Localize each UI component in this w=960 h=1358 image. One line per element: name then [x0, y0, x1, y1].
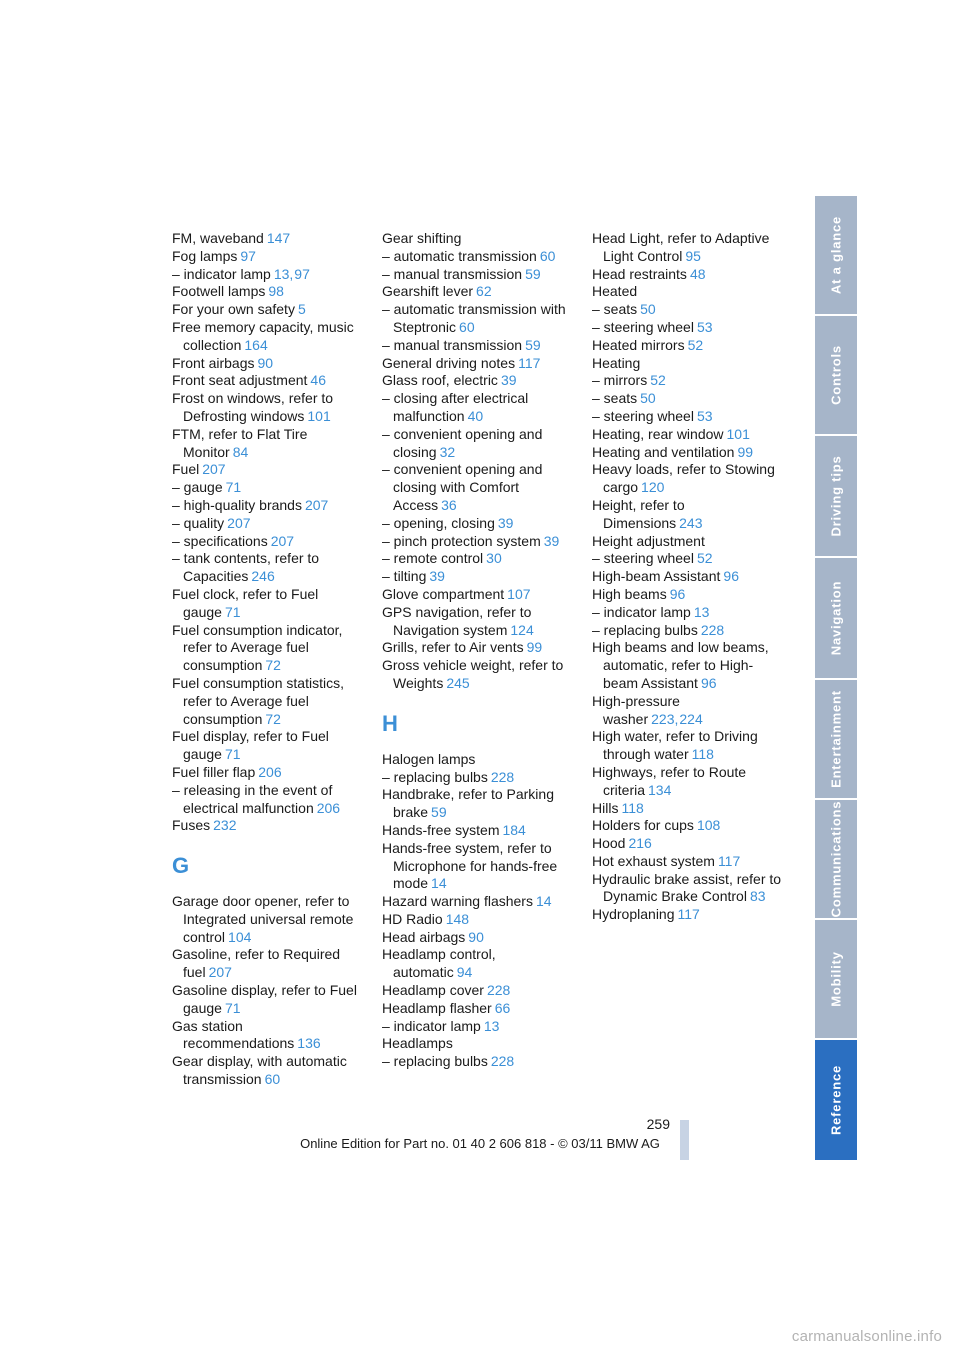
page-reference-link[interactable]: 207 [202, 461, 226, 478]
index-entry-text: – automatic transmission with Steptronic [382, 301, 566, 335]
index-entry [592, 230, 782, 266]
index-entry [172, 622, 362, 675]
page-reference-link[interactable]: 118 [691, 746, 714, 763]
index-entry-text: Hydraulic brake assist, refer to Dynamic Brake Control [592, 870, 782, 905]
index-entry [592, 533, 782, 551]
index-entry-text: – replacing bulbs [382, 768, 488, 785]
section-tab-navigation[interactable] [815, 558, 857, 678]
index-entry-text: Garage door opener, refer to Integrated universal remote control [172, 893, 354, 945]
index-entry-text: – replacing bulbs [592, 621, 698, 638]
index-entry-text: Glass roof, electric [382, 372, 498, 389]
index-entry [382, 515, 572, 533]
page-reference-link[interactable]: 117 [677, 906, 700, 923]
index-entry-text: – opening, closing [382, 514, 495, 531]
index-entry-text: – steering wheel [592, 407, 694, 424]
index-entry-text: Front seat adjustment [172, 372, 308, 389]
index-entry [172, 728, 362, 764]
page-reference-link[interactable]: 134 [648, 781, 672, 798]
index-entry-text: – closing after electrical malfunction [382, 390, 529, 424]
index-entry-text: High-beam Assistant [592, 568, 721, 585]
page-reference-link[interactable]: 101 [307, 407, 331, 424]
page-reference-link[interactable]: 72 [265, 657, 281, 674]
index-entry-text: – steering wheel [592, 318, 694, 335]
index-entry-text: Hydroplaning [592, 906, 675, 923]
page-reference-link[interactable]: 224 [679, 710, 703, 727]
page-reference-link[interactable]: 207 [208, 964, 232, 981]
index-entry-text: Heavy loads, refer to Stowing cargo [592, 461, 775, 496]
index-entry-text: – remote control [382, 550, 484, 567]
index-entry [592, 728, 782, 764]
index-entry-text: Head Light, refer to Adaptive Light Control [592, 230, 770, 264]
index-entry [382, 426, 572, 462]
index-entry-text: Hills [592, 799, 619, 816]
index-entry-text: General driving notes [382, 354, 516, 371]
index-entry [592, 586, 782, 604]
section-tab-driving-tips[interactable] [815, 436, 857, 556]
index-entry [592, 639, 782, 692]
section-tab-label: Reference [828, 1064, 844, 1136]
index-entry-text: – manual transmission [382, 265, 523, 282]
index-entry [172, 515, 362, 533]
page-separator: , [674, 710, 679, 727]
page-reference-link[interactable]: 216 [628, 835, 652, 852]
index-entry-text: Heating, rear window [592, 425, 724, 442]
index-entry [172, 355, 362, 373]
index-entry [382, 568, 572, 586]
page-reference-link[interactable]: 60 [264, 1071, 281, 1088]
index-entry [592, 408, 782, 426]
index-entry [172, 675, 362, 728]
index-entry [172, 1018, 362, 1054]
index-entry-text: – tank contents, refer to Capacities [172, 550, 320, 585]
index-entry-text: Glove compartment [382, 585, 505, 602]
index-entry [172, 319, 362, 355]
page-reference-link[interactable]: 50 [640, 301, 656, 318]
index-entry-text: – tilting [382, 568, 427, 585]
index-entry [382, 822, 572, 840]
index-entry [382, 1035, 572, 1053]
page-reference-link[interactable]: 207 [304, 496, 329, 513]
page-reference-link[interactable]: 66 [494, 999, 511, 1016]
index-entry-text: Gross vehicle weight, refer to Weights [382, 657, 564, 691]
page-reference-link[interactable]: 71 [224, 603, 241, 620]
index-entry [172, 479, 362, 497]
index-entry-text: Height adjustment [592, 532, 705, 549]
page-reference-link[interactable]: 228 [490, 1053, 515, 1070]
page-reference-link[interactable]: 14 [535, 893, 552, 910]
index-entry [382, 893, 572, 911]
index-entry [172, 550, 362, 586]
page-reference-link[interactable]: 124 [510, 621, 534, 638]
page-reference-link[interactable]: 120 [641, 479, 665, 496]
index-entry [172, 426, 362, 462]
index-entry [592, 622, 782, 640]
page-reference-link[interactable]: 71 [225, 479, 242, 496]
index-entry [592, 871, 782, 907]
index-entry [382, 372, 572, 390]
index-entry [592, 283, 782, 301]
index-entry-text: Hood [592, 835, 626, 852]
index-entry-text: – steering wheel [592, 550, 694, 567]
page-reference-link[interactable]: 90 [468, 928, 484, 945]
index-entry [592, 800, 782, 818]
index-entry-text: Footwell lamps [172, 283, 266, 300]
index-entry-text: Hot exhaust system [592, 852, 715, 869]
index-entry [382, 639, 572, 657]
index-entry-text: – automatic transmission [382, 247, 537, 264]
index-entry [382, 911, 572, 929]
page-reference-link[interactable]: 245 [446, 674, 470, 691]
index-entry [592, 693, 782, 729]
page-reference-link[interactable]: 228 [490, 768, 515, 785]
page-reference-link[interactable]: 83 [749, 888, 766, 905]
index-entry [592, 319, 782, 337]
index-entry-text: FTM, refer to Flat Tire Monitor [172, 425, 308, 460]
index-entry-text: – indicator lamp [172, 265, 271, 282]
index-entry-text: – mirrors [592, 372, 648, 389]
page-reference-link[interactable]: 246 [251, 568, 275, 585]
page-reference-link[interactable]: 71 [224, 999, 241, 1016]
index-entry [592, 266, 782, 284]
index-entry [172, 301, 362, 319]
section-tab-entertainment[interactable] [815, 680, 857, 798]
section-tab-label: Controls [828, 345, 844, 405]
index-entry-text: Headlamp flasher [382, 999, 492, 1016]
index-entry [592, 372, 782, 390]
page-reference-link[interactable]: 39 [429, 568, 445, 585]
index-entry [592, 817, 782, 835]
page-reference-link[interactable]: 53 [696, 407, 713, 424]
index-entry-text: – high-quality brands [172, 496, 302, 513]
index-entry [382, 355, 572, 373]
index-entry [592, 835, 782, 853]
index-entry [592, 906, 782, 924]
index-entry [172, 230, 362, 248]
index-entry [172, 497, 362, 515]
index-entry [382, 840, 572, 893]
index-entry [382, 751, 572, 769]
index-entry [172, 248, 362, 266]
index-entry-text: High beams [592, 585, 667, 602]
index-entry [172, 946, 362, 982]
page-reference-link[interactable]: 207 [270, 532, 295, 549]
page-reference-link[interactable]: 148 [445, 910, 470, 927]
page-reference-link[interactable]: 94 [456, 964, 473, 981]
index-entry [382, 929, 572, 947]
index-entry [172, 266, 362, 284]
index-entry [172, 782, 362, 818]
index-entry-text: Fuses [172, 817, 211, 834]
page-reference-link[interactable]: 101 [726, 425, 750, 442]
page-reference-link[interactable]: 97 [294, 265, 310, 282]
page-reference-link[interactable]: 107 [507, 585, 531, 602]
index-entry [592, 426, 782, 444]
index-entry-text: – indicator lamp [382, 1017, 481, 1034]
index-entry [592, 461, 782, 497]
index-entry-text: Fuel consumption indicator, refer to Average fuel consumption [172, 621, 343, 674]
index-entry-text: For your own safety [172, 301, 295, 318]
page-reference-link[interactable]: 32 [439, 443, 456, 460]
index-entry-text: Fuel [172, 461, 200, 478]
page-reference-link[interactable]: 228 [486, 982, 511, 999]
page-reference-link[interactable]: 39 [497, 514, 514, 531]
section-tab-label: At a glance [828, 215, 844, 295]
page-reference-link[interactable]: 52 [650, 372, 666, 389]
index-entry-text: High water, refer to Driving through water [592, 728, 758, 763]
page-reference-link[interactable]: 59 [525, 265, 541, 282]
index-entry [172, 461, 362, 479]
index-entry [172, 764, 362, 782]
page-reference-link[interactable]: 117 [518, 354, 541, 371]
page-reference-link[interactable]: 99 [526, 639, 543, 656]
page-reference-link[interactable]: 184 [502, 821, 526, 838]
page-reference-link[interactable]: 59 [525, 336, 541, 353]
page-reference-link[interactable]: 223 [651, 710, 675, 727]
index-entry-text: Head airbags [382, 928, 466, 945]
index-entry [382, 230, 572, 248]
page-reference-link[interactable]: 98 [268, 283, 284, 300]
page-reference-link[interactable]: 71 [224, 746, 241, 763]
index-entry-text: – gauge [172, 479, 223, 496]
page-reference-link[interactable]: 206 [258, 763, 282, 780]
index-entry [382, 283, 572, 301]
index-entry [382, 390, 572, 426]
section-tab-label: Entertainment [828, 690, 844, 788]
page-reference-link[interactable]: 53 [696, 318, 713, 335]
index-entry [382, 550, 572, 568]
index-column-1 [172, 230, 362, 1089]
index-entry [382, 301, 572, 337]
page-reference-link[interactable]: 40 [467, 407, 484, 424]
section-letter: H [382, 710, 398, 736]
index-entry-text: – releasing in the event of electrical malfunction [172, 781, 333, 816]
index-entry [592, 444, 782, 462]
page-reference-link[interactable]: 48 [689, 265, 706, 282]
index-entry-text: Front airbags [172, 354, 255, 371]
index-entry-text: – replacing bulbs [382, 1053, 488, 1070]
page-reference-link[interactable]: 13 [693, 603, 710, 620]
page-reference-link[interactable]: 59 [431, 804, 447, 821]
section-letter: G [172, 853, 190, 879]
index-entry-text: Fuel consumption statistics, refer to Average fuel consumption [172, 674, 344, 727]
page-reference-link[interactable]: 99 [737, 443, 754, 460]
index-entry-text: Holders for cups [592, 817, 694, 834]
page-reference-link[interactable]: 52 [687, 336, 704, 353]
index-entry [382, 769, 572, 787]
page-reference-link[interactable]: 243 [679, 514, 703, 531]
index-entry [382, 461, 572, 514]
index-entry [382, 533, 572, 551]
page-reference-link[interactable]: 206 [316, 799, 341, 816]
index-entry-text: Gas station recommendations [172, 1017, 295, 1052]
index-entry-text: High beams and low beams, automatic, refer to High-beam Assistant [592, 639, 769, 691]
index-entry [592, 355, 782, 373]
index-column-2 [382, 230, 572, 1071]
index-entry [172, 1053, 362, 1089]
index-entry-text: – seats [592, 301, 638, 318]
index-entry-text: Gear display, with automatic transmission [172, 1053, 347, 1088]
page-number: 259 [646, 1116, 670, 1132]
section-tab-controls[interactable] [815, 316, 857, 434]
index-entry-text: – indicator lamp [592, 603, 691, 620]
page-reference-link[interactable]: 60 [459, 318, 475, 335]
index-entry [592, 390, 782, 408]
page-reference-link[interactable]: 72 [265, 710, 281, 727]
section-tab-label: Mobility [828, 951, 844, 1007]
index-entry-text: – quality [172, 514, 225, 531]
index-entry-text: – specifications [172, 532, 268, 549]
index-entry [592, 497, 782, 533]
index-entry [382, 1053, 572, 1071]
index-entry [382, 248, 572, 266]
index-entry [172, 893, 362, 946]
page-reference-link[interactable]: 50 [640, 390, 656, 407]
page-reference-link[interactable]: 118 [621, 799, 644, 816]
section-tab-communications[interactable] [815, 800, 857, 918]
index-entry-text: HD Radio [382, 910, 443, 927]
index-entry [172, 372, 362, 390]
page-reference-link[interactable]: 117 [717, 852, 741, 869]
page-reference-link[interactable]: 147 [266, 230, 291, 246]
index-entry [172, 586, 362, 622]
index-entry-text: Hands-free system [382, 821, 500, 838]
page-reference-link[interactable]: 104 [228, 928, 252, 945]
index-entry-text: Gearshift lever [382, 283, 474, 300]
page-reference-link[interactable]: 62 [476, 283, 492, 300]
index-entry-text: GPS navigation, refer to Navigation system [382, 603, 532, 638]
index-entry-text: FM, waveband [172, 230, 264, 246]
page-separator: , [289, 265, 294, 282]
index-entry [382, 1000, 572, 1018]
index-entry-text: Head restraints [592, 265, 687, 282]
page-reference-link[interactable]: 36 [441, 496, 457, 513]
page-reference-link[interactable]: 84 [232, 443, 249, 460]
index-entry [382, 982, 572, 1000]
index-entry [592, 853, 782, 871]
index-entry-text: Highways, refer to Route criteria [592, 763, 747, 798]
index-entry [382, 337, 572, 355]
index-entry [592, 764, 782, 800]
index-entry-text: Free memory capacity, music collection [172, 318, 354, 353]
page-reference-link[interactable]: 14 [431, 875, 447, 892]
page-reference-link[interactable]: 97 [240, 247, 256, 264]
page-reference-link[interactable]: 39 [500, 372, 517, 389]
index-entry-text: Gasoline, refer to Required fuel [172, 946, 341, 981]
page-reference-link[interactable]: 13 [273, 265, 290, 282]
section-tab-mobility[interactable] [815, 920, 857, 1038]
index-entry-text: Halogen lamps [382, 750, 476, 767]
page-reference-link[interactable]: 5 [297, 301, 306, 318]
index-entry-text: Hands-free system, refer to Microphone for hands-free mode [382, 839, 558, 892]
index-entry [592, 604, 782, 622]
index-entry-text: Heated [592, 283, 638, 300]
section-tab-label: Navigation [828, 580, 844, 656]
page-reference-link[interactable]: 232 [213, 817, 237, 834]
index-entry-text: Gear shifting [382, 230, 462, 246]
index-entry [592, 301, 782, 319]
index-entry [382, 657, 572, 693]
index-entry [592, 337, 782, 355]
index-entry-text: Grills, refer to Air vents [382, 639, 524, 656]
section-tab-label: Communications [828, 800, 844, 918]
index-entry-text: Handbrake, refer to Parking brake [382, 786, 554, 821]
footer-edition-note: Online Edition for Part no. 01 40 2 606 818 - © 03/11 BMW AG [300, 1136, 660, 1151]
page-reference-link[interactable]: 136 [297, 1035, 321, 1052]
index-entry-text: – pinch protection system [382, 532, 541, 549]
index-entry [382, 946, 572, 982]
index-entry [592, 550, 782, 568]
section-tabs-sidebar [815, 196, 857, 1160]
index-entry [382, 586, 572, 604]
index-entry [172, 533, 362, 551]
page-reference-link[interactable]: 52 [696, 550, 713, 567]
index-entry-text: Gasoline display, refer to Fuel gauge [172, 982, 357, 1016]
index-entry [172, 390, 362, 426]
index-entry-text: – convenient opening and closing with Comfort Access [382, 461, 543, 513]
section-tab-label: Driving tips [828, 455, 844, 537]
page-reference-link[interactable]: 90 [257, 354, 274, 371]
page-reference-link[interactable]: 95 [685, 247, 701, 264]
index-entry [172, 982, 362, 1018]
index-entry-text: Heating and ventilation [592, 443, 735, 460]
index-entry [172, 283, 362, 301]
page-reference-link[interactable]: 164 [244, 336, 268, 353]
index-entry [382, 1018, 572, 1036]
index-entry-text: Fog lamps [172, 247, 238, 264]
index-column-3 [592, 230, 782, 924]
index-entry [592, 568, 782, 586]
index-entry-text: Frost on windows, refer to Defrosting windows [172, 390, 334, 424]
page-reference-link[interactable]: 207 [227, 514, 251, 531]
index-entry-text: – seats [592, 390, 638, 407]
index-entry-text: Headlamp cover [382, 982, 484, 999]
index-entry [382, 786, 572, 822]
page-reference-link[interactable]: 96 [700, 674, 717, 691]
page-reference-link[interactable]: 60 [539, 247, 556, 264]
index-entry-text: High-pressure washer [592, 692, 680, 727]
index-entry [382, 604, 572, 640]
index-entry-text: Heated mirrors [592, 336, 685, 353]
index-entry-text: Fuel display, refer to Fuel gauge [172, 728, 329, 763]
index-entry-text: – manual transmission [382, 336, 523, 353]
index-entry-text: Headlamps [382, 1035, 453, 1052]
index-entry-text: Hazard warning flashers [382, 893, 533, 910]
page-reference-link[interactable]: 96 [669, 585, 686, 602]
index-entry-text: – convenient opening and closing [382, 425, 543, 460]
page-reference-link[interactable]: 13 [483, 1017, 500, 1034]
index-entry [382, 266, 572, 284]
index-entry-text: Fuel clock, refer to Fuel gauge [172, 585, 319, 620]
page-reference-link[interactable]: 228 [700, 621, 725, 638]
index-entry-text: Fuel filler flap [172, 763, 256, 780]
page-reference-link[interactable]: 46 [310, 372, 326, 389]
index-entry-text: Heating [592, 354, 641, 371]
watermark: carmanualsonline.info [791, 1328, 942, 1345]
page-reference-link[interactable]: 39 [543, 532, 560, 549]
index-entry-text: Height, refer to Dimensions [592, 496, 685, 531]
index-entry [172, 817, 362, 835]
page-reference-link[interactable]: 30 [486, 550, 502, 567]
page-reference-link[interactable]: 96 [723, 568, 739, 585]
section-tab-at-a-glance[interactable] [815, 196, 857, 314]
index-entry-text: Headlamp control, automatic [382, 946, 496, 981]
page-reference-link[interactable]: 108 [696, 817, 721, 834]
